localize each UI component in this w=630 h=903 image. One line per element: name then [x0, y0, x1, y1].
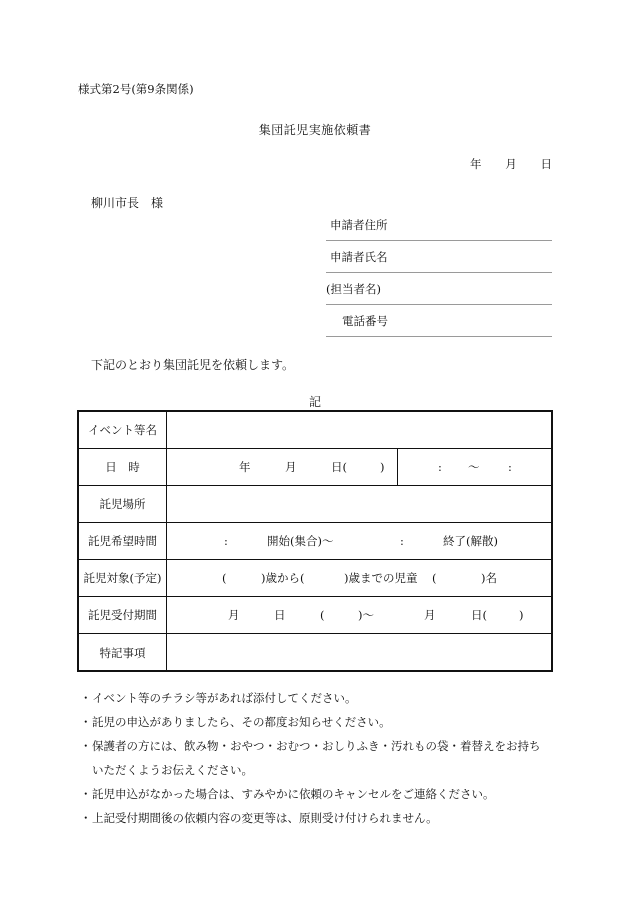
date-input[interactable]	[167, 449, 398, 485]
rc-day-start: 日	[274, 608, 286, 622]
reception-input[interactable]	[167, 597, 551, 633]
dt-day-close: )	[380, 460, 385, 474]
date-year-label: 年	[470, 157, 482, 171]
intro-text: 下記のとおり集団託児を依頼します。	[91, 358, 295, 372]
dt-colon-start: :	[438, 460, 442, 474]
dt-colon-end: :	[508, 460, 512, 474]
hours-label: 託児希望時間	[79, 523, 167, 559]
applicant-address-label: 申請者住所	[330, 218, 388, 232]
target-open: (	[222, 571, 227, 585]
note-item	[80, 686, 541, 710]
note-text: 上記受付期間後の依頼内容の変更等は、原則受け付けられません。	[92, 811, 438, 825]
event-label: イベント等名	[79, 412, 167, 448]
note-text: 保護者の方には、飲み物・おやつ・おむつ・おしりふき・汚れもの袋・着替えをお持ち	[92, 739, 541, 753]
hours-colon-end: :	[400, 534, 404, 548]
note-bullet: ・	[80, 691, 92, 705]
addressee: 柳川市長 様	[91, 196, 164, 210]
note-item	[80, 734, 541, 758]
rc-weekday-close: )〜	[358, 608, 374, 622]
reception-label: 託児受付期間	[79, 597, 167, 633]
table-row-hours	[79, 523, 551, 560]
event-name-input[interactable]	[167, 412, 551, 448]
date-day-label: 日	[540, 157, 552, 171]
special-notes-input[interactable]	[167, 634, 551, 672]
date-month-label: 月	[505, 157, 517, 171]
note-text: 託児の申込がありましたら、その都度お知らせください。	[92, 715, 391, 729]
form-number: 様式第2号(第9条関係)	[78, 82, 194, 96]
note-text: 託児申込がなかった場合は、すみやかに依頼のキャンセルをご連絡ください。	[92, 787, 495, 801]
place-input[interactable]	[167, 486, 551, 522]
dt-tilde: 〜	[468, 460, 480, 474]
ki-heading: 記	[308, 395, 321, 409]
date-line	[470, 156, 552, 172]
request-table	[77, 410, 553, 672]
phone-number-field[interactable]	[326, 305, 552, 337]
place-label: 託児場所	[79, 486, 167, 522]
target-label: 託児対象(予定)	[79, 560, 167, 596]
applicant-address-field[interactable]	[326, 209, 552, 241]
hours-end-label: 終了(解散)	[443, 534, 498, 548]
hours-input[interactable]	[167, 523, 551, 559]
rc-day-end: 日(	[471, 608, 487, 622]
table-row-target	[79, 560, 551, 597]
note-item	[80, 758, 541, 782]
hours-colon-start: :	[224, 534, 228, 548]
note-text: イベント等のチラシ等があれば添付してください。	[92, 691, 357, 705]
note-bullet: ・	[80, 811, 92, 825]
datetime-label: 日 時	[79, 449, 167, 485]
time-range-input[interactable]	[397, 449, 551, 485]
rc-month-start: 月	[228, 608, 240, 622]
target-from: )歳から(	[261, 571, 305, 585]
note-text: いただくようお伝えください。	[92, 763, 253, 777]
rc-month-end: 月	[424, 608, 436, 622]
table-row-notes	[79, 634, 551, 672]
target-count-close: )名	[481, 571, 497, 585]
table-row-event	[79, 412, 551, 449]
table-row-reception	[79, 597, 551, 634]
contact-person-label: (担当者名)	[326, 282, 381, 296]
table-row-datetime	[79, 449, 551, 486]
note-bullet: ・	[80, 787, 92, 801]
contact-person-field[interactable]	[326, 273, 552, 305]
applicant-name-label: 申請者氏名	[330, 250, 388, 264]
hours-start-label: 開始(集合)〜	[267, 534, 334, 548]
phone-number-label: 電話番号	[342, 314, 388, 328]
rc-weekday-open: (	[320, 608, 325, 622]
dt-year: 年	[239, 460, 251, 474]
note-bullet: ・	[80, 739, 92, 753]
target-count-open: (	[432, 571, 437, 585]
applicant-name-field[interactable]	[326, 241, 552, 273]
note-item	[80, 782, 541, 806]
rc-weekday-end-close: )	[519, 608, 524, 622]
target-to: )歳までの児童	[344, 571, 418, 585]
dt-month: 月	[285, 460, 297, 474]
page-title: 集団託児実施依頼書	[258, 123, 372, 137]
note-item	[80, 710, 541, 734]
note-item	[80, 806, 541, 830]
target-input[interactable]	[167, 560, 551, 596]
table-row-place	[79, 486, 551, 523]
special-notes-label: 特記事項	[79, 634, 167, 672]
notes-list	[80, 686, 541, 830]
note-bullet: ・	[80, 715, 92, 729]
dt-day: 日(	[331, 460, 347, 474]
